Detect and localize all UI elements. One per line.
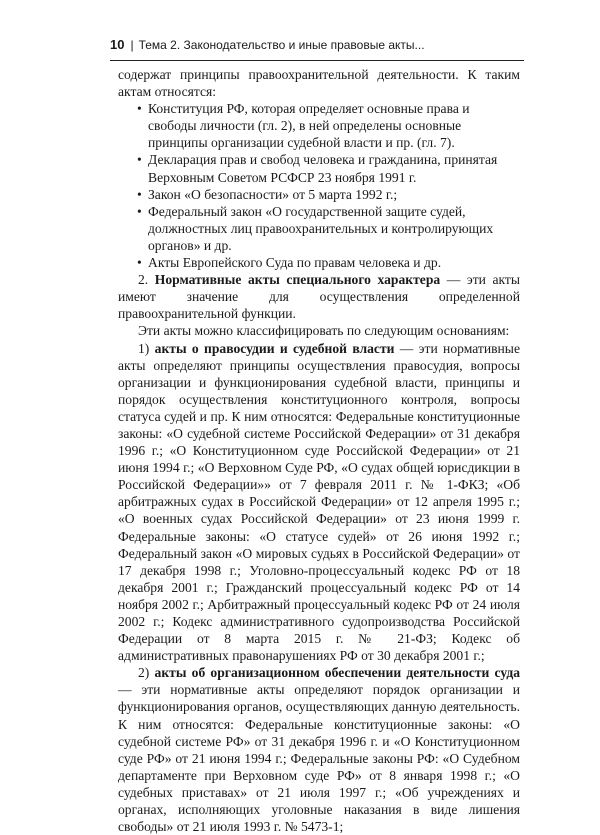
header-separator: |: [130, 38, 134, 52]
justice-acts-paragraph: [118, 340, 520, 665]
running-header: [110, 36, 524, 61]
justice-acts-text: — эти нормативные акты определяют принципы осуществления правосудия, вопросы организации и функционирования судебной власти, принципы и порядок осуществления конституционного контроля, вопросы статуса судей и пр. К ним относятся: Федеральные конституционные законы: «О судебной системе Российской Федерации» от 31 декабря 1996 г.; «О Конституционном суде Российской Федерации» от 21 июня 1994 г.; «О Верховном Суде РФ, «О судах общей юрисдикции в Российской Федерации»» от 7 февраля 2011 г. № 1-ФКЗ; «Об арбитражных судах в Российской Федерации» от 12 апреля 1995 г.; «О военных судах Российской Федерации» от 23 июня 1999 г. Федеральные законы: «О статусе судей» от 26 июня 1992 г.; Федеральный закон «О мировых судьях в Российской Федерации» от 17 декабря 1998 г.; Уголовно-процессуальный кодекс РФ от 18 декабря 2001 г.; Гражданский процессуальный кодекс РФ от 14 ноября 2002 г.; Арбитражный процессуальный кодекс РФ от 24 июля 2002 г.; Кодекс административного судопроизводства Российской Федерации от 8 марта 2015 г. № 21-ФЗ; Кодекс об административных правонарушениях РФ от 30 декабря 2001 г.;: [118, 340, 520, 664]
bullet-text: Декларация прав и свобод человека и гражданина, принятая Верховным Советом РСФСР 23 ноября 1991 г.: [148, 152, 498, 185]
item-number: 1): [138, 340, 150, 356]
bullet-text: Конституция РФ, которая определяет основные права и свободы личности (гл. 2), в ней определены основные принципы организации судебной власти и пр. (гл. 7).: [148, 101, 470, 151]
chapter-title: Тема 2. Законодательство и иные правовые акты...: [138, 38, 425, 52]
special-acts-text: — эти акты имеют значение для осуществления определенной правоохранительной функции.: [118, 272, 521, 322]
bullet-text: Акты Европейского Суда по правам человека и др.: [148, 255, 442, 271]
bullet-text: Закон «О безопасности» от 5 марта 1992 г.;: [148, 186, 398, 202]
classification-paragraph: Эти акты можно классифицировать по следующим основаниям:: [138, 323, 510, 339]
intro-paragraph: содержат принципы правоохранительной деятельности. К таким актам относятся:: [118, 67, 520, 100]
bullet-mark: •: [137, 255, 142, 271]
bullet-item: [118, 254, 520, 271]
item-number: 2.: [138, 272, 149, 288]
page-body: [118, 66, 520, 835]
acts-bullet-list: [118, 100, 520, 271]
bullet-item: [118, 151, 520, 185]
special-acts-heading: Нормативные акты специального характера: [154, 272, 441, 288]
item-number: 2): [138, 665, 150, 681]
special-acts-paragraph: [118, 271, 520, 322]
bullet-mark: •: [137, 152, 142, 168]
bullet-item: [118, 186, 520, 203]
bullet-item: [118, 203, 520, 254]
bullet-item: [118, 100, 520, 151]
bullet-mark: •: [137, 186, 142, 202]
page-number: 10: [110, 37, 125, 52]
court-support-acts-text: — эти нормативные акты определяют порядок организации и функционирования органов, осуществляющих данную деятельность. К ним относятся: Федеральные конституционные законы: «О судебной системе РФ» от 31 декабря 1996 г. и «О Конституционном суде РФ» от 21 июня 1994 г.; Федеральные законы РФ: «О Судебном департаменте при Верховном суде РФ» от 8 января 1998 г.; «О судебных приставах» от 21 июля 1997 г.; «Об учреждениях и органах, исполняющих уголовные наказания в виде лишения свободы» от 21 июля 1993 г. № 5473-1;: [118, 682, 520, 835]
bullet-text: Федеральный закон «О государственной защите судей, должностных лиц правоохранительных и контролирующих органов» и др.: [148, 203, 494, 253]
court-support-acts-heading: акты об организационном обеспечении деятельности суда: [154, 665, 520, 681]
justice-acts-heading: акты о правосудии и судебной власти: [154, 340, 395, 356]
bullet-mark: •: [137, 101, 142, 117]
bullet-mark: •: [137, 203, 142, 219]
